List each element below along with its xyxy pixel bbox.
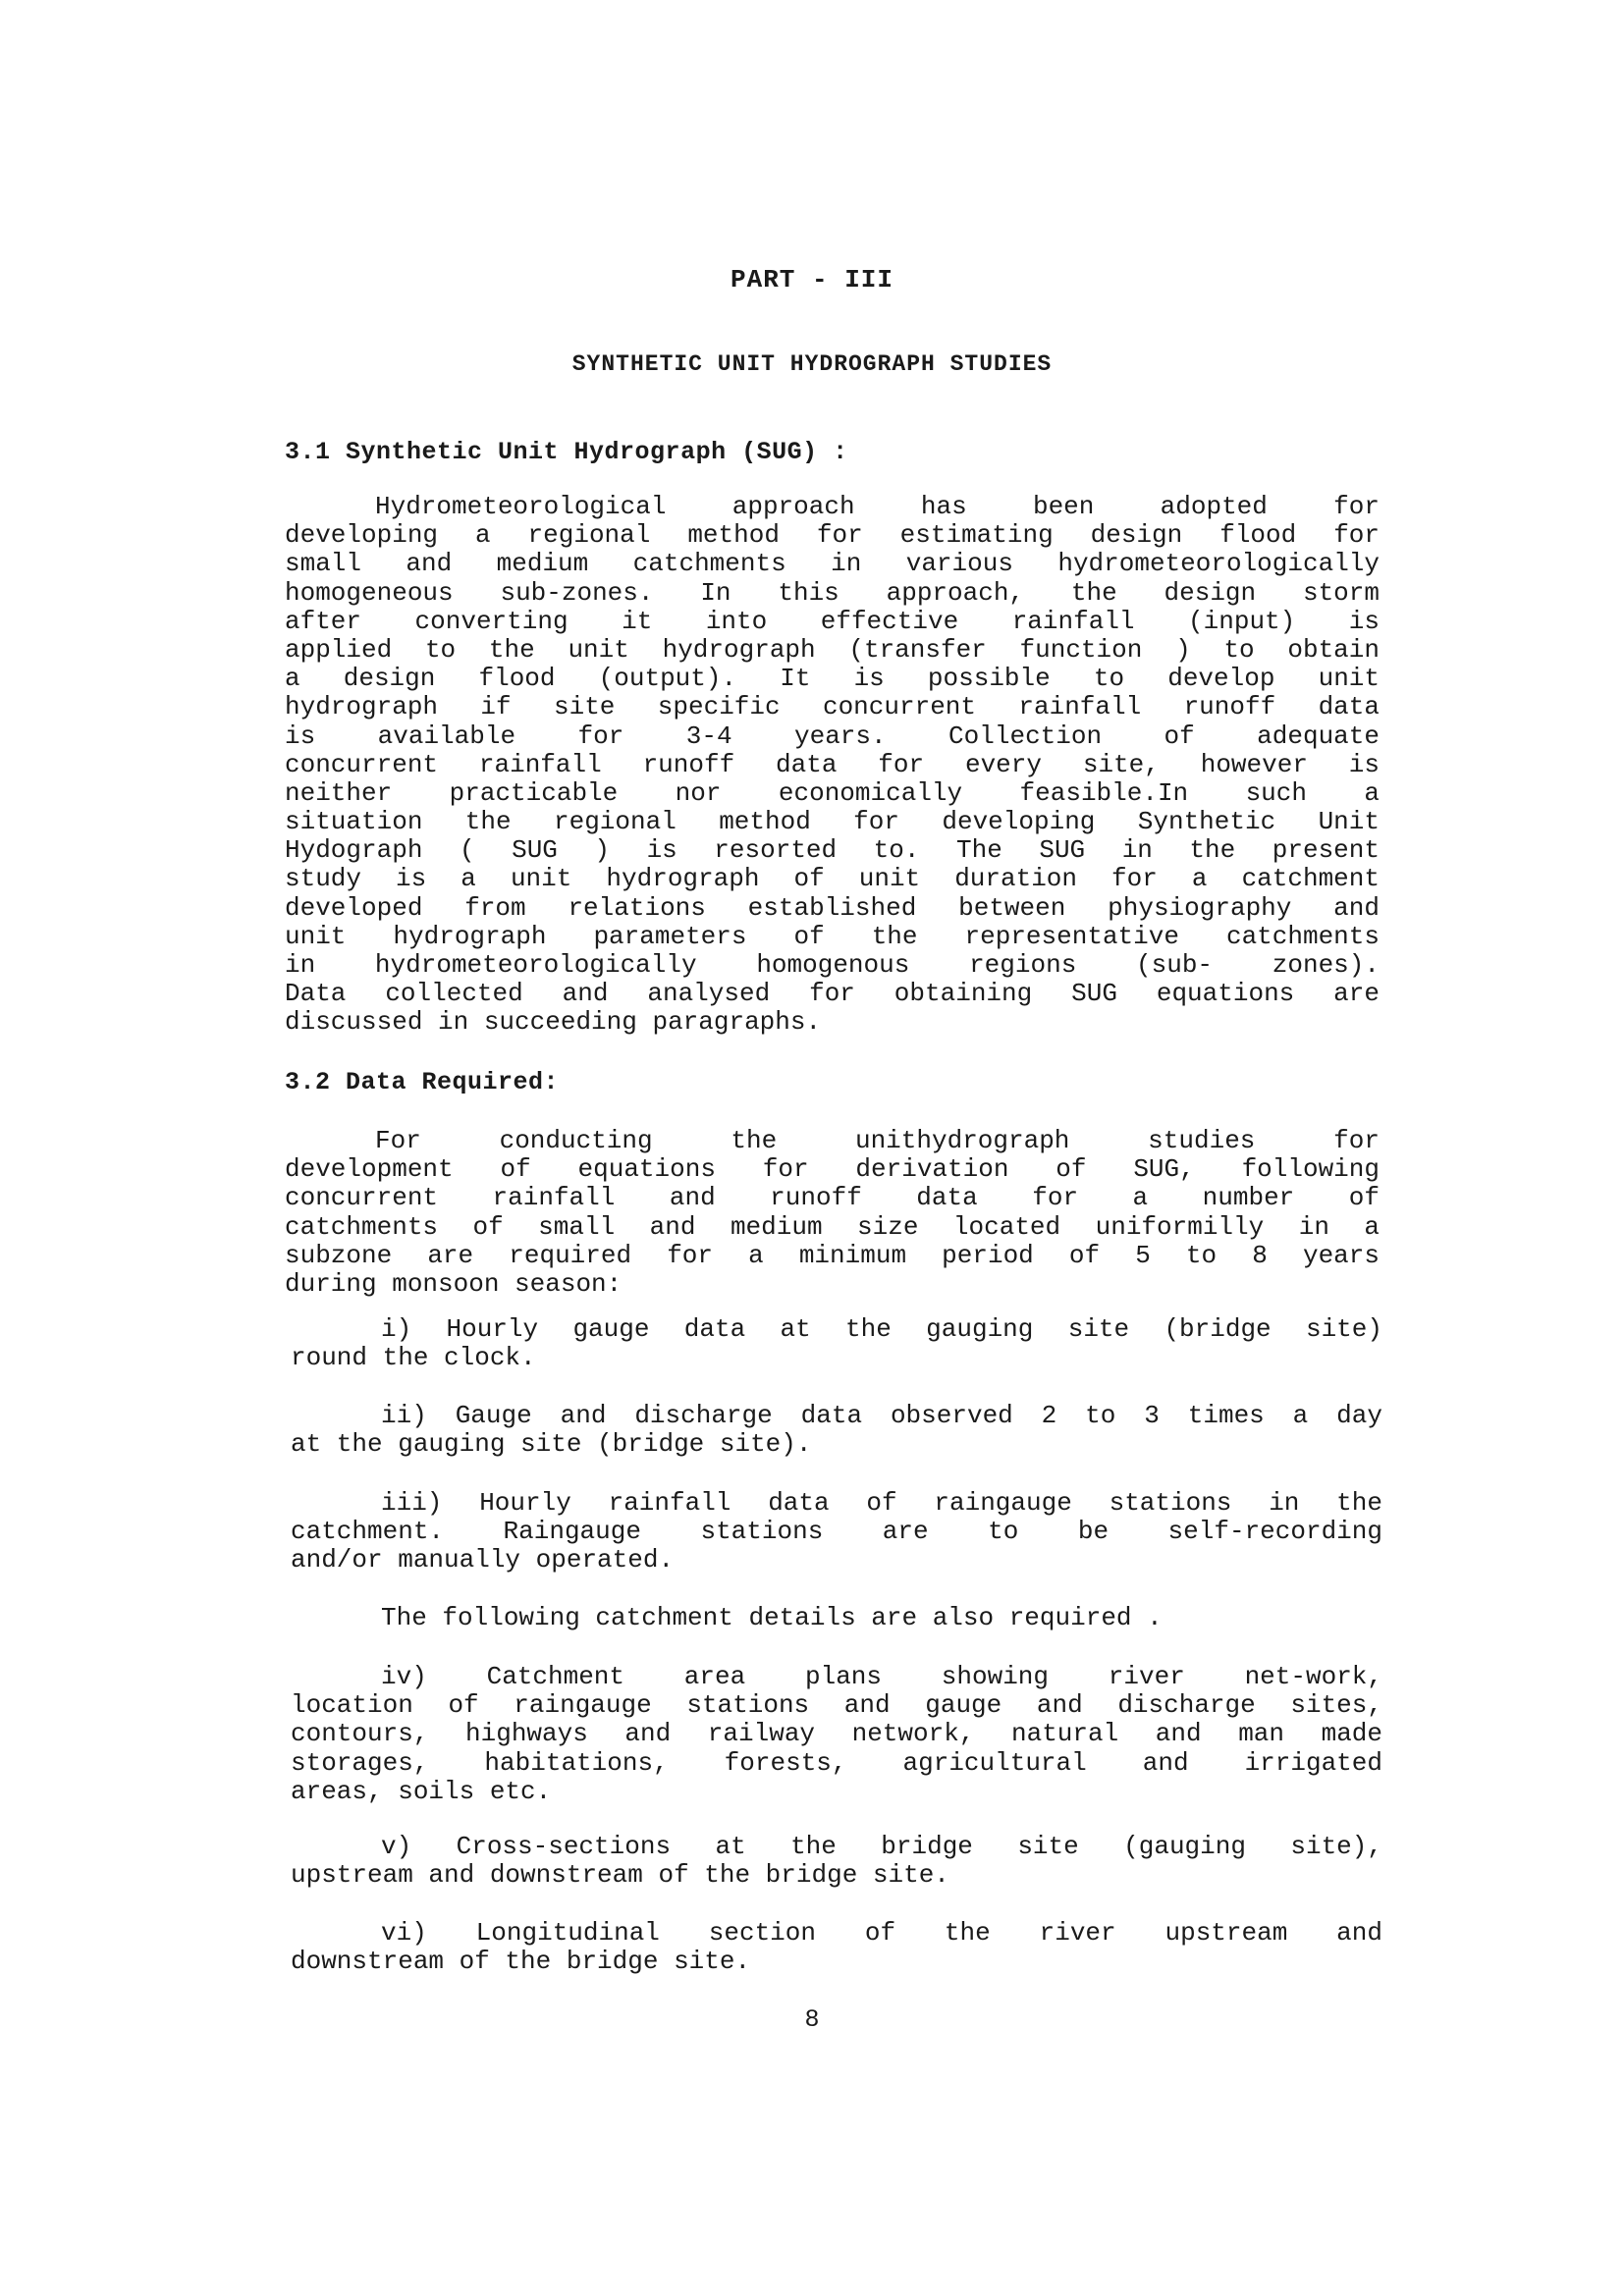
list-item-line: iv) Catchment area plans showing river net-work, xyxy=(381,1662,1382,1691)
paragraph-line: neither practicable nor economically feasible.In such a xyxy=(285,777,1380,808)
paragraph-line: Data collected and analysed for obtaining SUG equations are xyxy=(285,979,1380,1009)
paragraph-line: study is a unit hydrograph of unit duration for a catchment xyxy=(285,864,1380,894)
paragraph-line: concurrent rainfall runoff data for every site, however is xyxy=(285,749,1380,779)
section-heading: 3.1 Synthetic Unit Hydrograph (SUG) : xyxy=(285,438,848,466)
page-number: 8 xyxy=(804,2005,820,2034)
paragraph-line: unit hydrograph parameters of the representative catchments xyxy=(285,921,1380,951)
paragraph-line: a design flood (output). It is possible to develop unit xyxy=(285,664,1380,694)
paragraph-line: Hydrometeorological approach has been adopted for xyxy=(375,492,1380,521)
list-item-line: storages, habitations, forests, agricultural and irrigated xyxy=(291,1747,1382,1778)
paragraph-line: discussed in succeeding paragraphs. xyxy=(285,1007,822,1038)
list-item-line: upstream and downstream of the bridge site. xyxy=(291,1860,949,1891)
list-item-line: catchment. Raingauge stations are to be self-recording xyxy=(291,1517,1382,1547)
list-item-line: contours, highways and railway network, natural and man made xyxy=(291,1719,1382,1749)
list-item-line: round the clock. xyxy=(291,1343,536,1373)
paragraph-line: subzone are required for a minimum period of 5 to 8 years xyxy=(285,1240,1380,1270)
chapter-title: SYNTHETIC UNIT HYDROGRAPH STUDIES xyxy=(571,351,1053,377)
list-item xyxy=(291,1919,1382,1976)
list-item-line: v) Cross-sections at the bridge site (gauging site), xyxy=(381,1832,1382,1861)
paragraph-line: after converting it into effective rainfall (input) is xyxy=(285,606,1380,636)
paragraph-line: hydrograph if site specific concurrent rainfall runoff data xyxy=(285,692,1380,722)
paragraph-line: concurrent rainfall and runoff data for a number of xyxy=(285,1183,1380,1213)
section-paragraph xyxy=(285,1127,1380,1299)
list-item-line: areas, soils etc. xyxy=(291,1776,552,1806)
paragraph-line: small and medium catchments in various hydrometeorologically xyxy=(285,549,1380,579)
list-item-line: at the gauging site (bridge site). xyxy=(291,1429,812,1460)
list-item-line: downstream of the bridge site. xyxy=(291,1947,751,1977)
list-item xyxy=(291,1489,1382,1575)
list-item xyxy=(291,1663,1382,1806)
paragraph-line: during monsoon season: xyxy=(285,1268,623,1299)
paragraph-line: in hydrometeorologically homogenous regions (sub- zones). xyxy=(285,950,1380,980)
list-item-line: vi) Longitudinal section of the river upstream and xyxy=(381,1918,1382,1948)
paragraph-line: development of equations for derivation of SUG, following xyxy=(285,1154,1380,1185)
paragraph-line: situation the regional method for developing Synthetic Unit xyxy=(285,807,1380,837)
paragraph-line: applied to the unit hydrograph (transfer function ) to obtain xyxy=(285,634,1380,665)
list-item-line: ii) Gauge and discharge data observed 2 to 3 times a day xyxy=(381,1401,1382,1430)
part-heading: PART - III xyxy=(730,265,894,294)
list-item xyxy=(291,1833,1382,1890)
paragraph-line: homogeneous sub-zones. In this approach, the design storm xyxy=(285,577,1380,608)
list-item xyxy=(291,1315,1382,1372)
paragraph-line: For conducting the unithydrograph studies for xyxy=(375,1126,1380,1155)
section-heading: 3.2 Data Required: xyxy=(285,1068,560,1096)
paragraph-line: developed from relations established between physiography and xyxy=(285,892,1380,923)
paragraph-line: developing a regional method for estimating design flood for xyxy=(285,520,1380,551)
list-item-line: and/or manually operated. xyxy=(291,1545,675,1575)
list-item-line: iii) Hourly rainfall data of raingauge stations in the xyxy=(381,1488,1382,1518)
section-paragraph xyxy=(285,493,1380,1038)
note-line: The following catchment details are also required . xyxy=(381,1603,1163,1632)
list-item-line: i) Hourly gauge data at the gauging site (bridge site) xyxy=(381,1314,1382,1344)
list-item xyxy=(291,1402,1382,1459)
paragraph-line: catchments of small and medium size located uniformilly in a xyxy=(285,1211,1380,1242)
paragraph-line: Hydograph ( SUG ) is resorted to. The SUG in the present xyxy=(285,835,1380,866)
paragraph-line: is available for 3-4 years. Collection of adequate xyxy=(285,721,1380,751)
note-paragraph xyxy=(291,1604,1382,1632)
list-item-line: location of raingauge stations and gauge and discharge sites, xyxy=(291,1690,1382,1721)
